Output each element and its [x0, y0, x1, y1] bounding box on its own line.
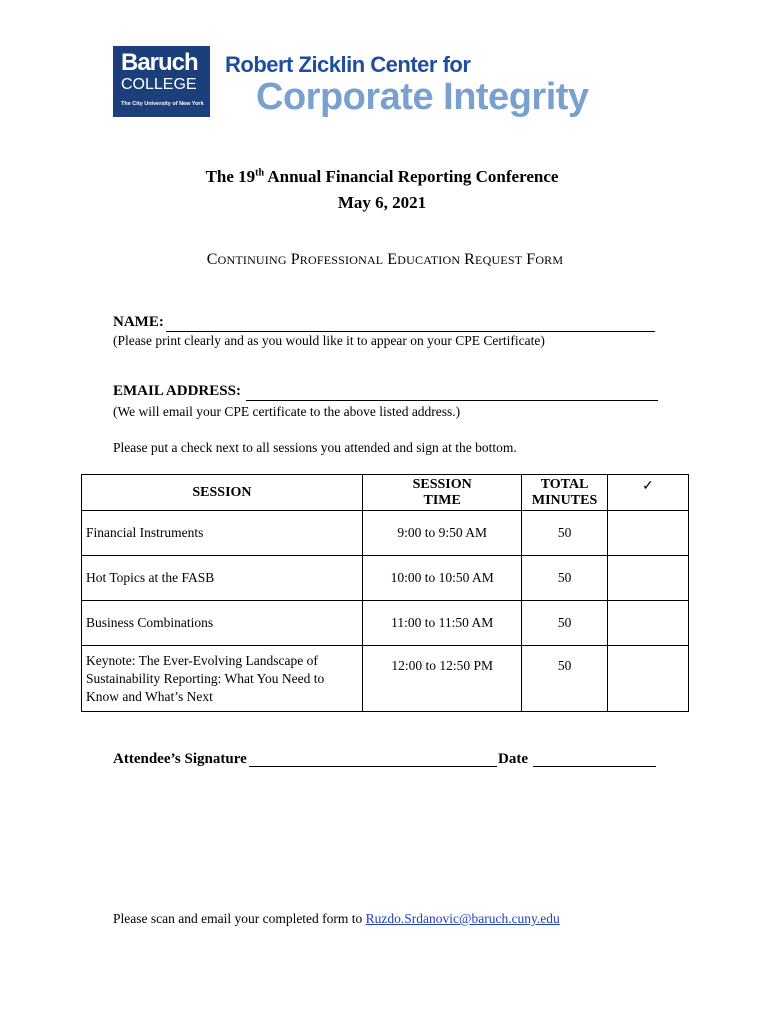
session-time: 9:00 to 9:50 AM [362, 511, 522, 556]
date-field[interactable] [533, 750, 656, 767]
session-time: 11:00 to 11:50 AM [362, 601, 522, 646]
session-name: Keynote: The Ever-Evolving Landscape of Sustainability Reporting: What You Need to Know and What’s Next [82, 646, 363, 712]
signature-label: Attendee’s Signature [113, 751, 247, 767]
table-header-row [82, 475, 689, 511]
conference-date: May 6, 2021 [337, 193, 427, 212]
session-check-cell[interactable] [607, 556, 688, 601]
session-minutes: 50 [522, 511, 607, 556]
instruction-text: Please put a check next to all sessions you attended and sign at the bottom. [113, 440, 517, 455]
contact-email-link[interactable]: Ruzdo.Srdanovic@baruch.cuny.edu [365, 911, 560, 926]
session-check-cell[interactable] [607, 511, 688, 556]
name-field[interactable] [166, 315, 655, 332]
email-note: (We will email your CPE certificate to the above listed address.) [113, 404, 461, 419]
session-minutes: 50 [522, 646, 607, 712]
email-field[interactable] [246, 384, 658, 401]
table-row [82, 601, 689, 646]
form-title: CONTINUING PROFESSIONAL EDUCATION REQUEST FORM [206, 251, 564, 268]
conference-title [0, 167, 764, 187]
table-row [82, 646, 689, 712]
conference-title-prefix: The 19 [205, 167, 256, 186]
logo-baruch-text: Baruch [121, 49, 198, 76]
session-time: 10:00 to 10:50 AM [362, 556, 522, 601]
header-session: SESSION [82, 475, 363, 511]
footer-text [113, 911, 560, 927]
session-name: Financial Instruments [82, 511, 363, 556]
email-label: EMAIL ADDRESS: [113, 383, 241, 399]
name-note: (Please print clearly and as you would like it to appear on your CPE Certificate) [113, 333, 545, 348]
conference-title-sup: th [255, 167, 265, 179]
session-check-cell[interactable] [607, 601, 688, 646]
header-session-time: SESSION TIME [362, 475, 522, 511]
name-label: NAME: [113, 314, 164, 330]
signature-field[interactable] [249, 750, 497, 767]
footer-instruction: Please scan and email your completed form to [113, 911, 366, 926]
session-name: Hot Topics at the FASB [82, 556, 363, 601]
session-name: Business Combinations [82, 601, 363, 646]
center-name-line1: Robert Zicklin Center for [225, 52, 471, 77]
logo-cuny-text: The City University of New York [121, 101, 204, 107]
header-total-minutes: TOTAL MINUTES [522, 475, 607, 511]
baruch-college-logo [113, 46, 210, 117]
session-minutes: 50 [522, 556, 607, 601]
session-check-cell[interactable] [607, 646, 688, 712]
session-time: 12:00 to 12:50 PM [362, 646, 522, 712]
table-row [82, 511, 689, 556]
date-label: Date [498, 751, 528, 767]
logo-college-text: COLLEGE [121, 76, 197, 93]
conference-title-suffix: Annual Financial Reporting Conference [264, 167, 559, 186]
sessions-table [81, 474, 689, 712]
table-row [82, 556, 689, 601]
header-check: ✓ [607, 475, 688, 511]
center-name-line2: Corporate Integrity [256, 76, 589, 118]
session-minutes: 50 [522, 601, 607, 646]
